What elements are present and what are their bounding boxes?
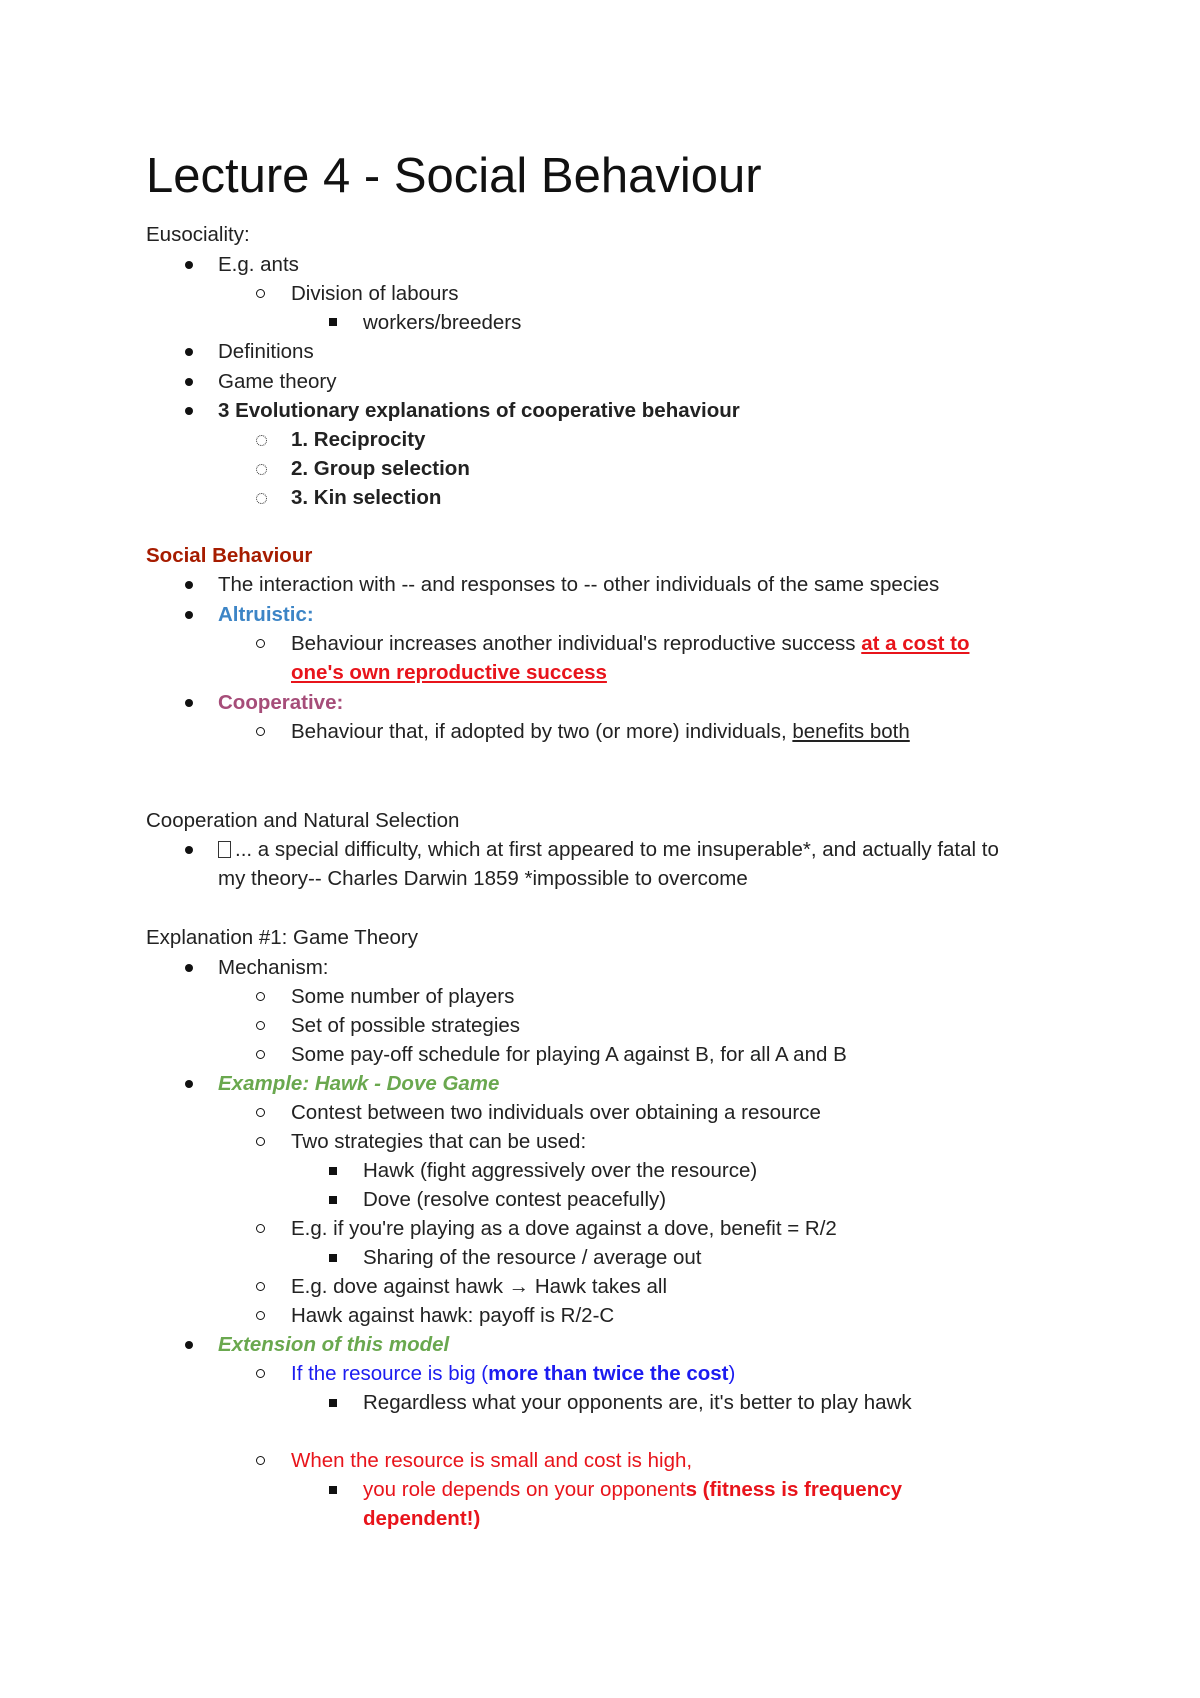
altruistic-definition: [291, 631, 969, 657]
cooperation-heading: Cooperation and Natural Selection: [146, 809, 460, 832]
fitness-text: s (fitness is frequency: [685, 1478, 903, 1501]
twice-cost-text: more than twice the cost: [488, 1362, 729, 1385]
resource-big-close: ): [728, 1362, 736, 1385]
list-item-hawk-hawk: Hawk against hawk: payoff is R/2-C: [291, 1304, 615, 1327]
list-item-eg-ants: E.g. ants: [218, 253, 299, 276]
bullet-icon: [185, 348, 193, 356]
dotted-circle-bullet-icon: [256, 493, 267, 504]
list-item-payoff: Some pay-off schedule for playing A against B, for all A and B: [291, 1043, 847, 1066]
list-item-game-theory: Game theory: [218, 370, 337, 393]
bullet-icon: [185, 378, 193, 386]
altruistic-definition-text: Behaviour increases another individual's reproductive success: [291, 632, 862, 655]
circle-bullet-icon: [256, 1311, 265, 1320]
list-item-division: Division of labours: [291, 282, 459, 305]
square-bullet-icon: [329, 1254, 337, 1262]
circle-bullet-icon: [256, 1137, 265, 1146]
bullet-icon: [185, 581, 193, 589]
circle-bullet-icon: [256, 639, 265, 648]
cooperative-label: Cooperative:: [218, 691, 344, 714]
list-item-definitions: Definitions: [218, 340, 314, 363]
circle-bullet-icon: [256, 1369, 265, 1378]
circle-bullet-icon: [256, 1224, 265, 1233]
list-item-reciprocity: 1. Reciprocity: [291, 428, 426, 451]
square-bullet-icon: [329, 1399, 337, 1407]
bullet-icon: [185, 964, 193, 972]
circle-bullet-icon: [256, 1108, 265, 1117]
example-heading: Example: Hawk - Dove Game: [218, 1072, 500, 1095]
circle-bullet-icon: [256, 727, 265, 736]
bullet-icon: [185, 261, 193, 269]
altruistic-cost-text: at a cost to: [861, 632, 970, 655]
missing-glyph-icon: [218, 841, 231, 858]
resource-big-text: If the resource is big (: [291, 1362, 489, 1385]
list-item-dove-hawk: E.g. dove against hawk → Hawk takes all: [291, 1275, 668, 1298]
list-item-hawk: Hawk (fight aggressively over the resource): [363, 1159, 758, 1182]
benefits-both-text: benefits both: [792, 720, 910, 743]
bullet-icon: [185, 1341, 193, 1349]
dotted-circle-bullet-icon: [256, 464, 267, 475]
extension-heading: Extension of this model: [218, 1333, 450, 1356]
list-item-kin-selection: 3. Kin selection: [291, 486, 442, 509]
circle-bullet-icon: [256, 1456, 265, 1465]
role-text: you role depends on your opponent: [363, 1478, 686, 1501]
dotted-circle-bullet-icon: [256, 435, 267, 446]
list-item-two-strategies: Two strategies that can be used:: [291, 1130, 587, 1153]
explanation1-heading: Explanation #1: Game Theory: [146, 926, 418, 949]
cooperative-definition-text: Behaviour that, if adopted by two (or more) individuals,: [291, 720, 793, 743]
fitness-text-cont: dependent!): [363, 1507, 481, 1530]
bullet-icon: [185, 407, 193, 415]
altruistic-label: Altruistic:: [218, 603, 314, 626]
bullet-icon: [185, 1080, 193, 1088]
square-bullet-icon: [329, 1196, 337, 1204]
list-item-mechanism: Mechanism:: [218, 956, 329, 979]
circle-bullet-icon: [256, 289, 265, 298]
cooperative-definition: [291, 719, 910, 745]
bullet-icon: [185, 699, 193, 707]
list-item-players: Some number of players: [291, 985, 515, 1008]
list-item-dove: Dove (resolve contest peacefully): [363, 1188, 667, 1211]
list-item-regardless: Regardless what your opponents are, it's better to play hawk: [363, 1391, 912, 1414]
darwin-quote-text: ... a special difficulty, which at first appeared to me insuperable*, and actually fatal to: [235, 838, 999, 861]
square-bullet-icon: [329, 1486, 337, 1494]
altruistic-cost-text-cont: one's own reproductive success: [291, 661, 607, 684]
list-item-strategies: Set of possible strategies: [291, 1014, 521, 1037]
social-behaviour-heading: Social Behaviour: [146, 544, 313, 567]
eusociality-heading: Eusociality:: [146, 223, 250, 246]
list-item-role: [363, 1477, 902, 1503]
square-bullet-icon: [329, 318, 337, 326]
circle-bullet-icon: [256, 1050, 265, 1059]
page-title: Lecture 4 - Social Behaviour: [146, 149, 762, 203]
circle-bullet-icon: [256, 1021, 265, 1030]
bullet-icon: [185, 846, 193, 854]
darwin-quote: [218, 837, 999, 863]
darwin-quote-cont: my theory-- Charles Darwin 1859 *impossible to overcome: [218, 867, 748, 890]
list-item-dove-dove: E.g. if you're playing as a dove against a dove, benefit = R/2: [291, 1217, 837, 1240]
bullet-icon: [185, 611, 193, 619]
list-item-interaction: The interaction with -- and responses to -- other individuals of the same species: [218, 573, 940, 596]
list-item-workers: workers/breeders: [363, 311, 522, 334]
square-bullet-icon: [329, 1167, 337, 1175]
list-item-resource-small: When the resource is small and cost is high,: [291, 1449, 693, 1472]
list-item-contest: Contest between two individuals over obtaining a resource: [291, 1101, 821, 1124]
list-item-three-explanations: 3 Evolutionary explanations of cooperative behaviour: [218, 399, 740, 422]
list-item-resource-big: [291, 1361, 735, 1387]
circle-bullet-icon: [256, 992, 265, 1001]
list-item-group-selection: 2. Group selection: [291, 457, 470, 480]
list-item-sharing: Sharing of the resource / average out: [363, 1246, 702, 1269]
circle-bullet-icon: [256, 1282, 265, 1291]
